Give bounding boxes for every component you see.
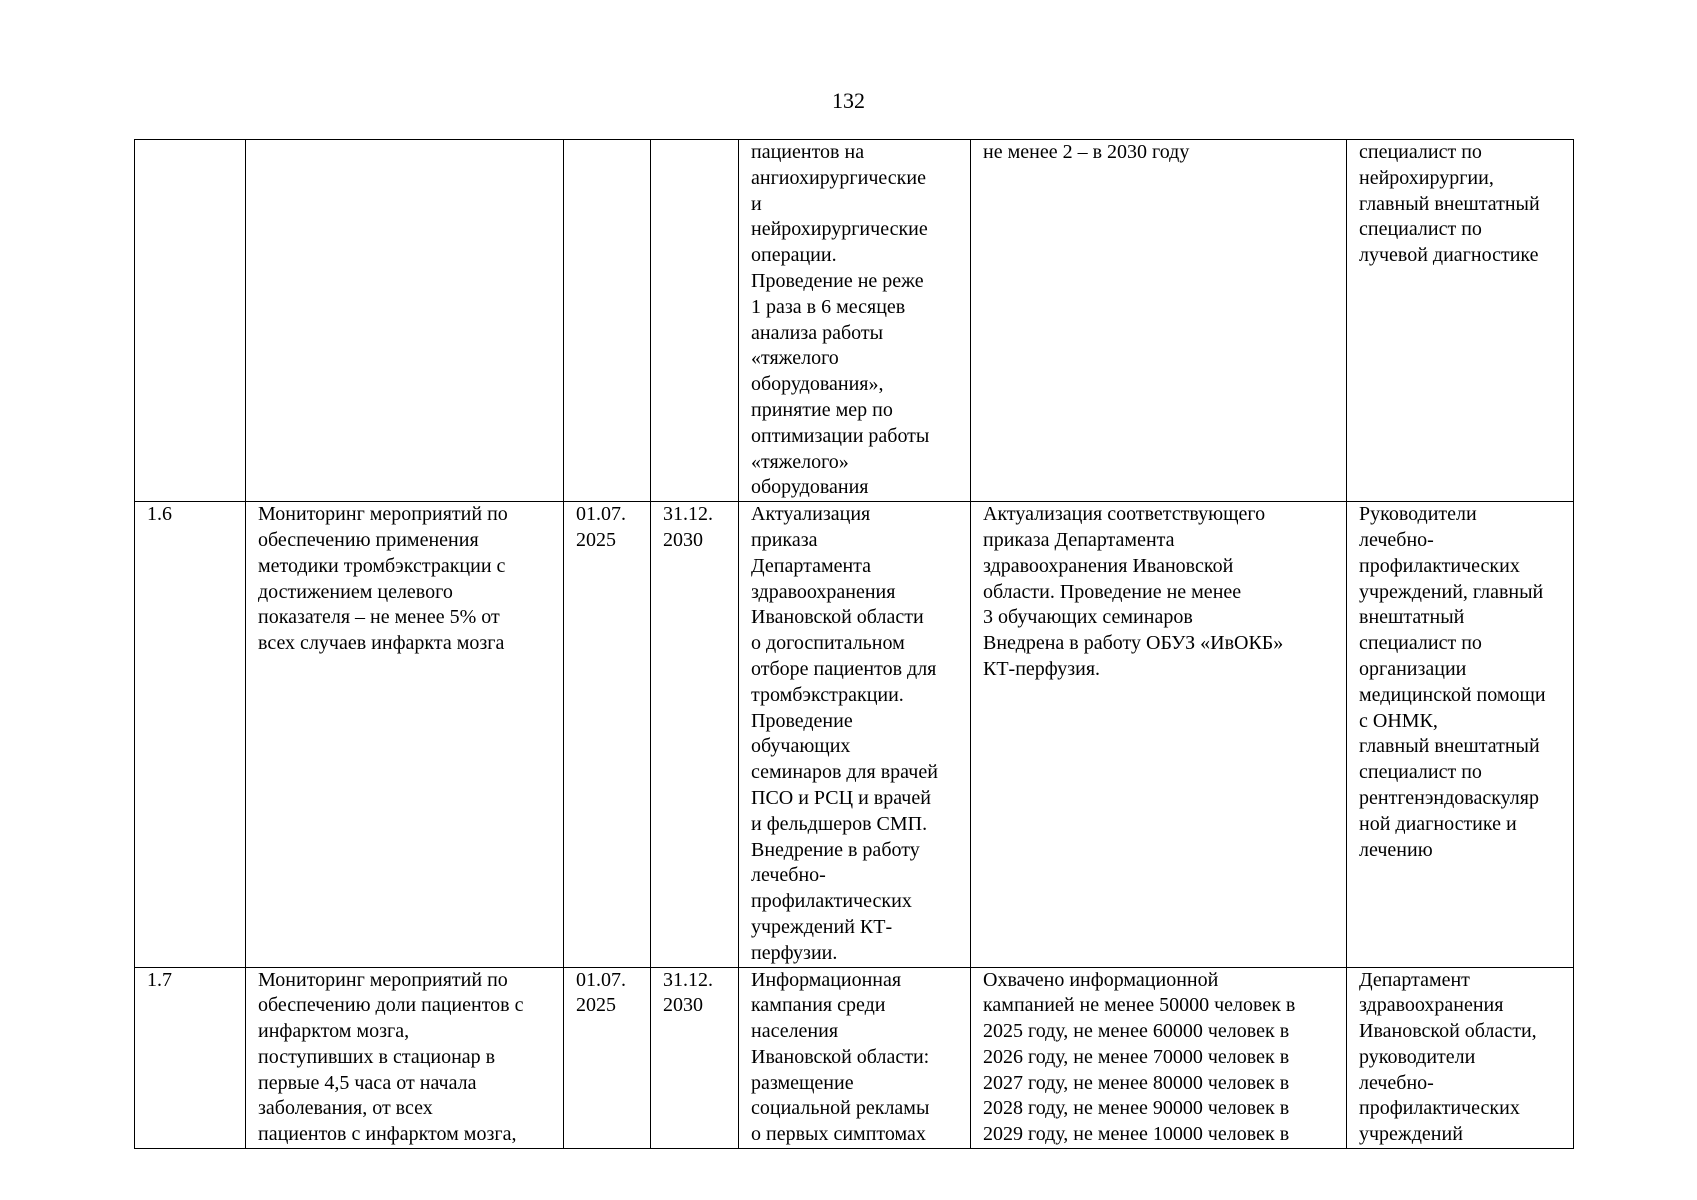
cell-description: Информационная кампания среди населения Ивановской области: размещение социальной рекламы о первых симптомах <box>739 967 971 1149</box>
page-number: 132 <box>832 88 865 113</box>
activities-table <box>134 139 1574 1149</box>
cell-responsible: Руководители лечебно- профилактических учреждений, главный внештатный специалист по организации медицинской помощи с ОНМК, главный внештатный специалист по рентгенэндоваскуляр ной диагностике и лечению <box>1347 502 1574 967</box>
cell-description: Актуализация приказа Департамента здравоохранения Ивановской области о догоспитальном отборе пациентов для тромбэкстракции. Проведение обучающих семинаров для врачей ПСО и РСЦ и врачей и фельдшеров СМП. Внедрение в работу лечебно- профилактических учреждений КТ- перфузии. <box>739 502 971 967</box>
cell-end-date: 31.12. 2030 <box>651 967 739 1149</box>
table-row <box>135 140 1574 502</box>
cell-result: Охвачено информационной кампанией не менее 50000 человек в 2025 году, не менее 60000 человек в 2026 году, не менее 70000 человек в 2027 году, не менее 80000 человек в 2028 году, не менее 90000 человек в 2029 году, не менее 10000 человек в <box>971 967 1347 1149</box>
cell-number: 1.7 <box>135 967 246 1149</box>
cell-start-date: 01.07. 2025 <box>564 967 651 1149</box>
cell-start-date <box>564 140 651 502</box>
cell-result: не менее 2 – в 2030 году <box>971 140 1347 502</box>
cell-end-date: 31.12. 2030 <box>651 502 739 967</box>
cell-number <box>135 140 246 502</box>
cell-end-date <box>651 140 739 502</box>
cell-activity: Мониторинг мероприятий по обеспечению доли пациентов с инфарктом мозга, поступивших в стационар в первые 4,5 часа от начала заболевания, от всех пациентов с инфарктом мозга, <box>246 967 564 1149</box>
cell-result: Актуализация соответствующего приказа Департамента здравоохранения Ивановской области. Проведение не менее 3 обучающих семинаров Внедрена в работу ОБУЗ «ИвОКБ» КТ-перфузия. <box>971 502 1347 967</box>
cell-start-date: 01.07. 2025 <box>564 502 651 967</box>
cell-description: пациентов на ангиохирургические и нейрохирургические операции. Проведение не реже 1 раза в 6 месяцев анализа работы «тяжелого оборудования», принятие мер по оптимизации работы «тяжелого» оборудования <box>739 140 971 502</box>
cell-responsible: специалист по нейрохирургии, главный внештатный специалист по лучевой диагностике <box>1347 140 1574 502</box>
cell-number: 1.6 <box>135 502 246 967</box>
table-row <box>135 967 1574 1149</box>
cell-activity <box>246 140 564 502</box>
cell-responsible: Департамент здравоохранения Ивановской области, руководители лечебно- профилактических учреждений <box>1347 967 1574 1149</box>
cell-activity: Мониторинг мероприятий по обеспечению применения методики тромбэкстракции с достижением целевого показателя – не менее 5% от всех случаев инфаркта мозга <box>246 502 564 967</box>
table-row <box>135 502 1574 967</box>
